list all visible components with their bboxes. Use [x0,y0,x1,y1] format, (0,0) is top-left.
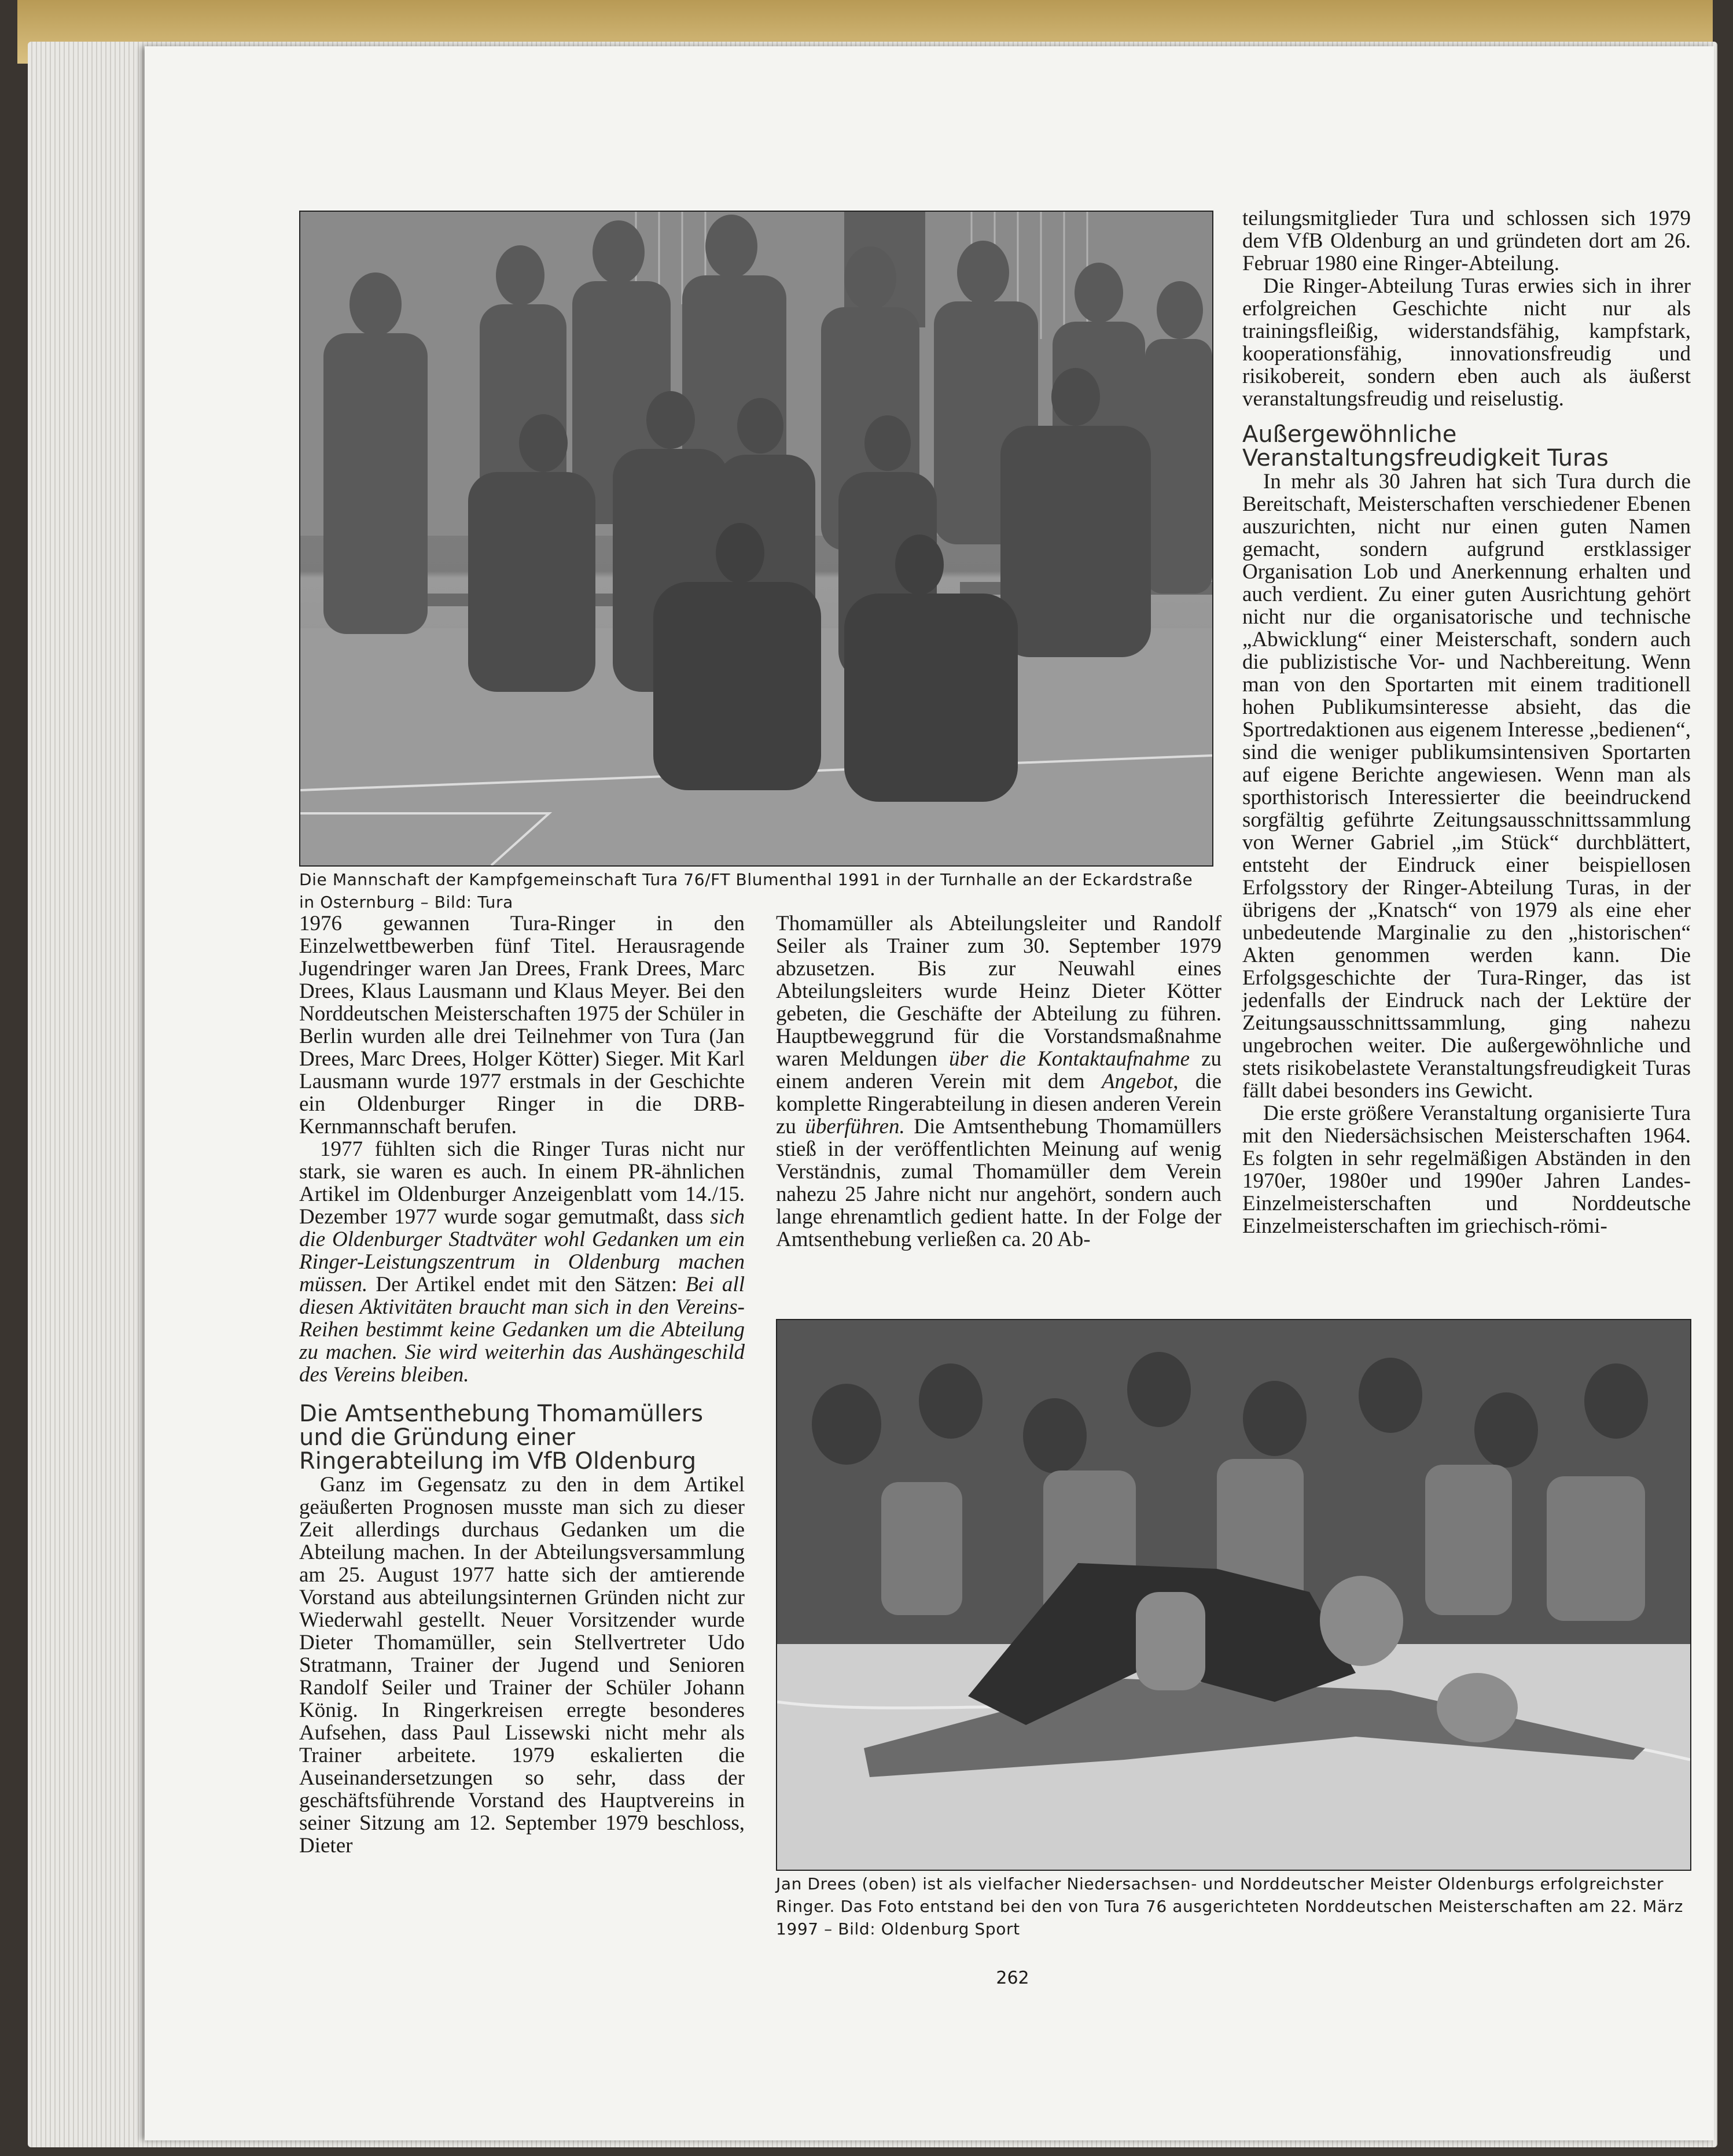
page-number: 262 [996,1968,1029,1988]
right-paragraph-1: teilungsmitglieder Tura und schlossen sich 1979 dem VfB Oldenburg an und gründeten dort am 26. Februar 1980 eine Ringer-Abteilung. [1242,207,1691,275]
team-photo-graphic [300,212,1212,865]
right-paragraph-3: In mehr als 30 Jahren hat sich Tura durch die Bereitschaft, Meisterschaften verschiedener Ebenen auszurichten, nicht nur einen guten Namen gemacht, sondern aufgrund erstklassiger Organisation Lob und Anerkennung erhalten und auch verdient. Zu einer guten Ausrichtung gehört nicht nur die organisatorische und technische „Abwicklung“ einer Meisterschaft, sondern auch die publizistische Vor- und Nachbereitung. Wenn man von den Sportarten mit einem traditionell hohen Publikumsinteresse absieht, das die Sportredaktionen aus eigenem Interesse „bedienen“, sind die weniger publikumsintensiven Sportarten auf eigene Berichte angewiesen. Wenn man als sporthistorisch Interessierter die beeindruckend sorgfältig geführte Zeitungsausschnittssammlung von Werner Gabriel „im Stück“ durchblättert, entsteht der Eindruck einer beispiellosen Erfolgsstory der Ringer-Abteilung Turas, in der übrigens der „Knatsch“ von 1979 als eine eher unbedeutende Marginalie zu den „historischen“ Akten genommen werden kann. Die Erfolgsgeschichte der Tura-Ringer, das ist jedenfalls der Eindruck nach der Lektüre der Zeitungsausschnittssammlung, ging nahezu ungebrochen weiter. Die außergewöhnliche und stets risikobelastete Veranstaltungsfreudigkeit Turas fällt dabei besonders ins Gewicht. [1242,470,1691,1103]
left-paragraph-3: Ganz im Gegensatz zu den in dem Artikel geäußerten Prognosen musste man sich zu dieser Zeit allerdings durchaus Gedanken um die Abteilung machen. In der Abteilungsversammlung am 25. August 1977 hatte sich der amtierende Vorstand aus abteilungsinternen Gründen nicht zur Wiederwahl gestellt. Neuer Vorsitzender wurde Dieter Thomamüller, sein Stellvertreter Udo Stratmann, Trainer der Jugend und Senioren Randolf Seiler und Trainer der Schüler Johann König. In Ringerkreisen erregte besonderes Aufsehen, dass Paul Lissewski nicht mehr als Trainer arbeitete. 1979 eskalierten die Auseinandersetzungen so sehr, dass der geschäftsführende Vorstand des Hauptvereins in seiner Sitzung am 12. September 1979 beschloss, Dieter [299,1473,745,1858]
right-column [1242,207,1691,1237]
left-paragraph-2: 1977 fühlten sich die Ringer Turas nicht nur stark, sie waren es auch. In einem PR-ähnlichen Artikel im Oldenburger Anzeigenblatt vom 14./15. Dezember 1977 wurde sogar gemutmaßt, dass sich die Oldenburger Stadtväter wohl Gedanken um ein Ringer-Leistungszentrum in Oldenburg machen müssen. Der Artikel endet mit den Sätzen: Bei all diesen Aktivitäten braucht man sich in den Vereins-Reihen bestimmt keine Gedanken um die Abteilung zu machen. Sie wird weiterhin das Aushängeschild des Vereins bleiben. [299,1137,745,1387]
left-paragraph-1: 1976 gewannen Tura-Ringer in den Einzelwettbewerben fünf Titel. Herausragende Jugendringer waren Jan Drees, Frank Drees, Marc Drees, Klaus Lausmann und Klaus Meyer. Bei den Norddeutschen Meisterschaften 1975 der Schüler in Berlin wurden alle drei Teilnehmer von Tura (Jan Drees, Marc Drees, Holger Kötter) Sieger. Mit Karl Lausmann wurde 1977 erstmals in der Geschichte ein Oldenburger Ringer in die DRB-Kernmannschaft berufen. [299,912,745,1138]
section-heading-veranstaltungsfreudigkeit: Außergewöhnliche Veranstaltungsfreudigkeit Turas [1242,421,1609,471]
section-heading-amtsenthebung: Die Amtsenthebung Thomamüllers und die Gründung einer Ringerabteilung im VfB Oldenburg [299,1401,704,1475]
wrestling-photo-graphic [777,1320,1690,1870]
book-page [145,46,1714,2140]
team-photo [299,211,1213,867]
middle-column [776,912,1221,1251]
right-paragraph-2: Die Ringer-Abteilung Turas erwies sich in ihrer erfolgreichen Geschichte nicht nur als trainingsfleißig, widerstandsfähig, kampfstark, kooperationsfähig, innovationsfreudig und risikobereit, sondern eben auch als äußerst veranstaltungsfreudig und reiselustig. [1242,274,1691,411]
wrestling-photo [776,1319,1691,1871]
middle-paragraph: Thomamüller als Abteilungsleiter und Randolf Seiler als Trainer zum 30. September 1979 abzusetzen. Bis zur Neuwahl eines Abteilungsleiters wurde Heinz Dieter Kötter gebeten, die Geschäfte der Abteilung zu führen. Hauptbeweggrund für die Vorstandsmaßnahme waren Meldungen über die Kontaktaufnahme zu einem anderen Verein mit dem Angebot, die komplette Ringerabteilung in diesen anderen Verein zu überführen. Die Amtsenthebung Thomamüllers stieß in der veröffentlichten Meinung auf wenig Verständnis, zumal Thomamüller dem Verein nahezu 25 Jahre nicht nur angehört, sondern auch lange ehrenamtlich gedient hatte. In der Folge der Amtsenthebung verließen ca. 20 Ab- [776,912,1222,1251]
right-paragraph-4: Die erste größere Veranstaltung organisierte Tura mit den Niedersächsischen Meisterschaften 1964. Es folgten in sehr regelmäßigen Abständen in den 1970er, 1980er und 1990er Jahren Landes-Einzelmeisterschaften und Norddeutsche Einzelmeisterschaften im griechisch-römi- [1242,1101,1691,1238]
team-photo-caption: Die Mannschaft der Kampfgemeinschaft Tura 76/FT Blumenthal 1991 in der Turnhalle an der Eckardstraße in Osternburg – Bild: Tura [299,870,1193,912]
left-column [299,912,745,1857]
wrestling-photo-caption: Jan Drees (oben) ist als vielfacher Niedersachsen- und Norddeutscher Meister Oldenburgs erfolgreichster Ringer. Das Foto entstand bei den von Tura 76 ausgerichteten Norddeutschen Meisterschaften am 22. März 1997 – Bild: Oldenburg Sport [776,1874,1683,1938]
